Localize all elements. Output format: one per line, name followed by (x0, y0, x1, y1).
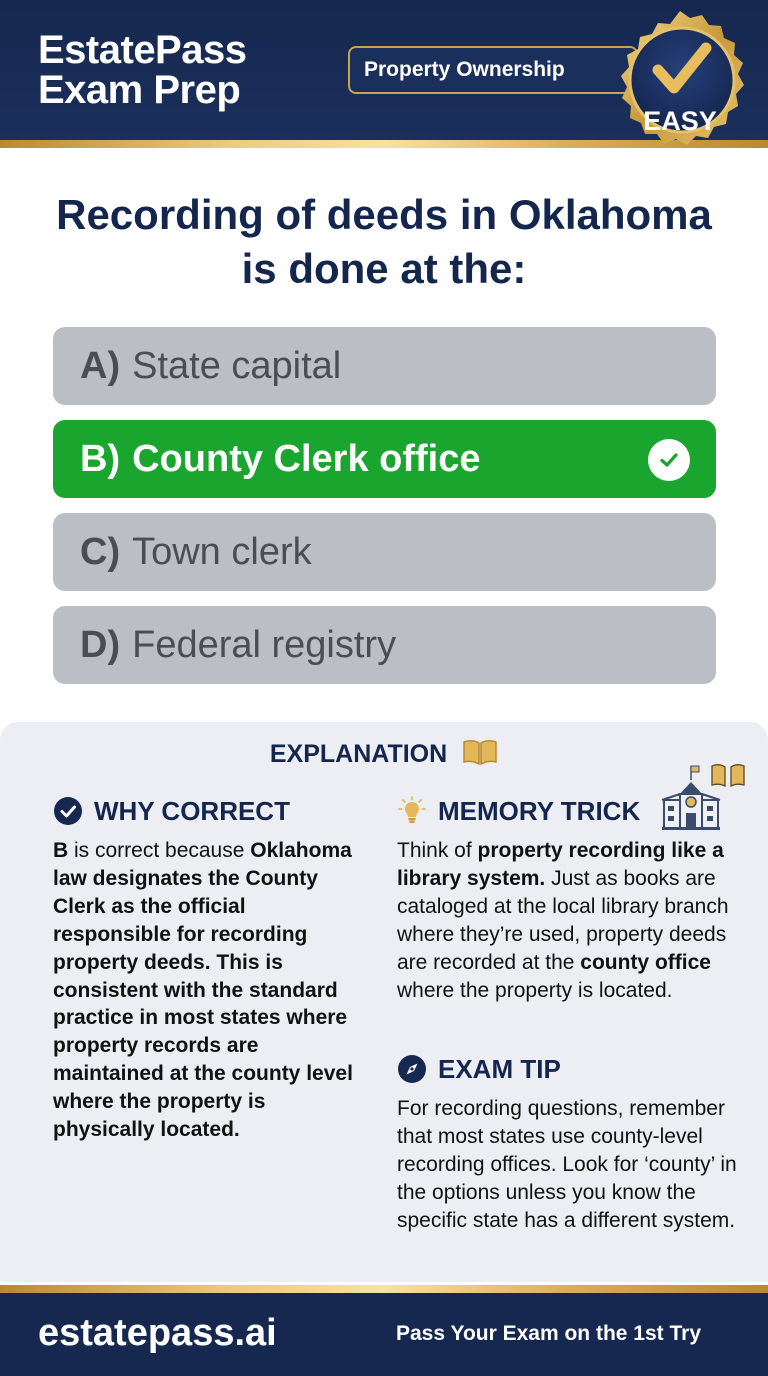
exam-tip-heading (397, 1053, 561, 1085)
why-correct-label: WHY CORRECT (94, 796, 290, 826)
why-correct-heading (53, 795, 290, 827)
option-letter: A) (80, 344, 121, 387)
option-letter: B) (80, 437, 121, 480)
why-correct-body (53, 837, 353, 1144)
option-letter: C) (80, 530, 121, 573)
option-text: Federal registry (132, 623, 397, 666)
lead-text: is correct because (68, 839, 245, 862)
memory-trick-body (397, 837, 742, 1004)
correct-check-icon (648, 439, 690, 481)
courthouse-book-icon (660, 760, 746, 832)
footer-gold-divider (0, 1285, 768, 1293)
answer-letter: B (53, 839, 69, 862)
memory-bold-1: property recording like a library system. (397, 839, 724, 890)
option-b-correct[interactable] (53, 420, 716, 498)
exam-tip-body: For recording questions, remember that most states use county-level recording offices. Look for ‘county’ in the options unless you know the specific state has a different system. (397, 1097, 737, 1232)
option-letter: D) (80, 623, 121, 666)
option-c[interactable] (53, 513, 716, 591)
open-book-icon (462, 738, 498, 766)
why-correct-text: Oklahoma law designates the County Clerk as the official responsible for recording property deeds. This is consistent with the standard practice in most states where property records are maintained at the county level where the property is physically located. (53, 839, 353, 1142)
option-d[interactable] (53, 606, 716, 684)
memory-text-3: where the property is located. (397, 978, 673, 1002)
footer-tagline: Pass Your Exam on the 1st Try (396, 1322, 702, 1345)
brand-line-2: Exam Prep (38, 68, 241, 112)
brand-title (38, 30, 246, 110)
option-a[interactable] (53, 327, 716, 405)
memory-text-2: Just as books are cataloged at the local library branch where they’re used, property deeds are recorded at the (397, 866, 729, 974)
option-text: County Clerk office (132, 437, 481, 480)
explanation-title (0, 738, 768, 770)
question-text: Recording of deeds in Oklahoma is done at the: (56, 191, 712, 292)
memory-text-1: Think of (397, 839, 478, 862)
option-text: Town clerk (132, 530, 312, 573)
memory-trick-heading (397, 795, 640, 827)
memory-bold-2: county office (580, 950, 711, 974)
footer-brand[interactable]: estatepass.ai (38, 1312, 277, 1354)
brand-line-1: EstatePass (38, 28, 247, 72)
memory-trick-label: MEMORY TRICK (438, 796, 641, 826)
difficulty-label: EASY (643, 106, 717, 136)
exam-tip-label: EXAM TIP (438, 1054, 561, 1084)
explanation-title-text: EXPLANATION (269, 740, 448, 768)
lightbulb-icon (397, 796, 427, 826)
difficulty-badge (608, 8, 752, 158)
compass-icon (397, 1054, 427, 1084)
topic-pill: Property Ownership (348, 46, 638, 94)
check-circle-icon (53, 796, 83, 826)
option-text: State capital (132, 344, 342, 387)
